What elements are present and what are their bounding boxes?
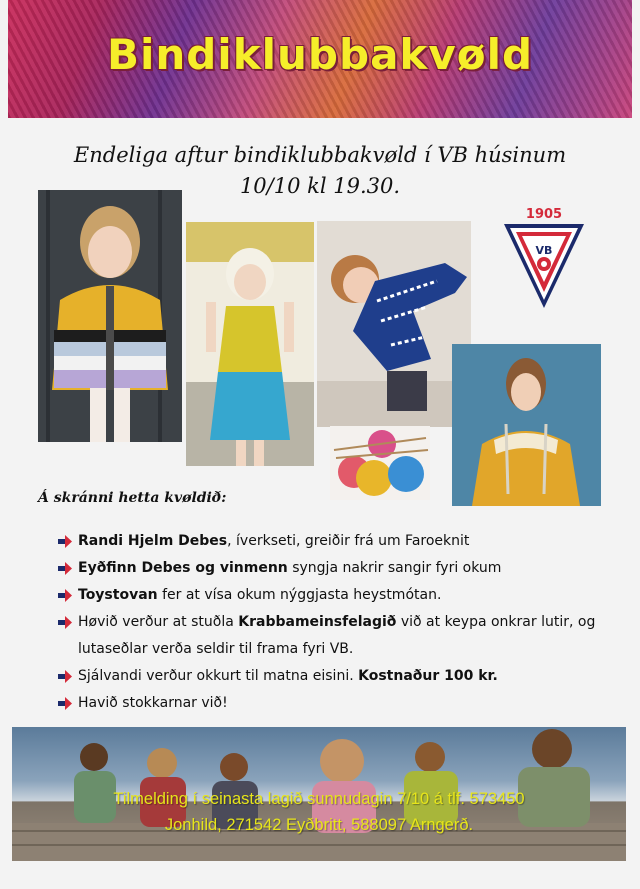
item-text: syngja nakrir sangir fyri okum (287, 560, 502, 576)
photo-child-knitted-dress (186, 222, 314, 466)
item-text: fer at vísa okum nýggjasta heystmótan. (157, 587, 442, 603)
item-bold: Krabbameinsfelagið (238, 614, 397, 630)
logo-year: 1905 (525, 207, 563, 222)
item-text: við at keypa onkrar lutir, og lutaseðlar verða seldir til frama fyri VB. (78, 614, 596, 657)
footer-line-2: Jonhild, 271542 Eyðbritt, 588097 Arngerð. (164, 816, 474, 834)
bullet-arrow-icon (58, 562, 72, 575)
program-list (58, 528, 618, 717)
bullet-arrow-icon (58, 616, 72, 629)
vb-club-logo (498, 204, 590, 316)
bullet-arrow-icon (58, 697, 72, 710)
list-item (58, 555, 618, 582)
footer-photo-children-on-pier (12, 727, 626, 861)
item-bold: Randi Hjelm Debes (78, 533, 228, 549)
photo-woman-yellow-sweater (452, 344, 601, 506)
subtitle-line-1: Endeliga aftur bindiklubbakvøld í VB húsinum (73, 143, 567, 167)
registration-info (12, 786, 626, 838)
photo-yarn-balls (330, 426, 430, 500)
bullet-arrow-icon (58, 589, 72, 602)
footer-line-1: Tilmelding í seinasta lagið sunnudagin 7/10 á tlf. 573450 (113, 790, 525, 808)
program-heading: Á skránni hetta kvøldið: (38, 490, 227, 506)
item-text: Høvið verður at stuðla (78, 614, 239, 630)
knit-banner (8, 0, 632, 118)
banner-title: Bindiklubbakvøld (106, 30, 534, 79)
item-bold: Toystovan (78, 587, 158, 603)
list-item (58, 663, 618, 690)
list-item (58, 609, 618, 663)
item-bold: Kostnaður 100 kr. (358, 668, 498, 684)
bullet-arrow-icon (58, 670, 72, 683)
item-text: Havið stokkarnar við! (78, 695, 228, 711)
list-item (58, 528, 618, 555)
subtitle-line-2: 10/10 kl 19.30. (239, 174, 401, 198)
photo-girl-striped-cardigan (38, 190, 182, 442)
photo-toddler-nordic-sweater (317, 221, 471, 427)
list-item (58, 582, 618, 609)
item-bold: Eyðfinn Debes og vinmenn (78, 560, 288, 576)
logo-initials: VB (535, 244, 553, 257)
bullet-arrow-icon (58, 535, 72, 548)
list-item (58, 690, 618, 717)
item-text: Sjálvandi verður okkurt til matna eisini. (78, 668, 359, 684)
item-text: , íverkseti, greiðir frá um Faroeknit (227, 533, 470, 549)
